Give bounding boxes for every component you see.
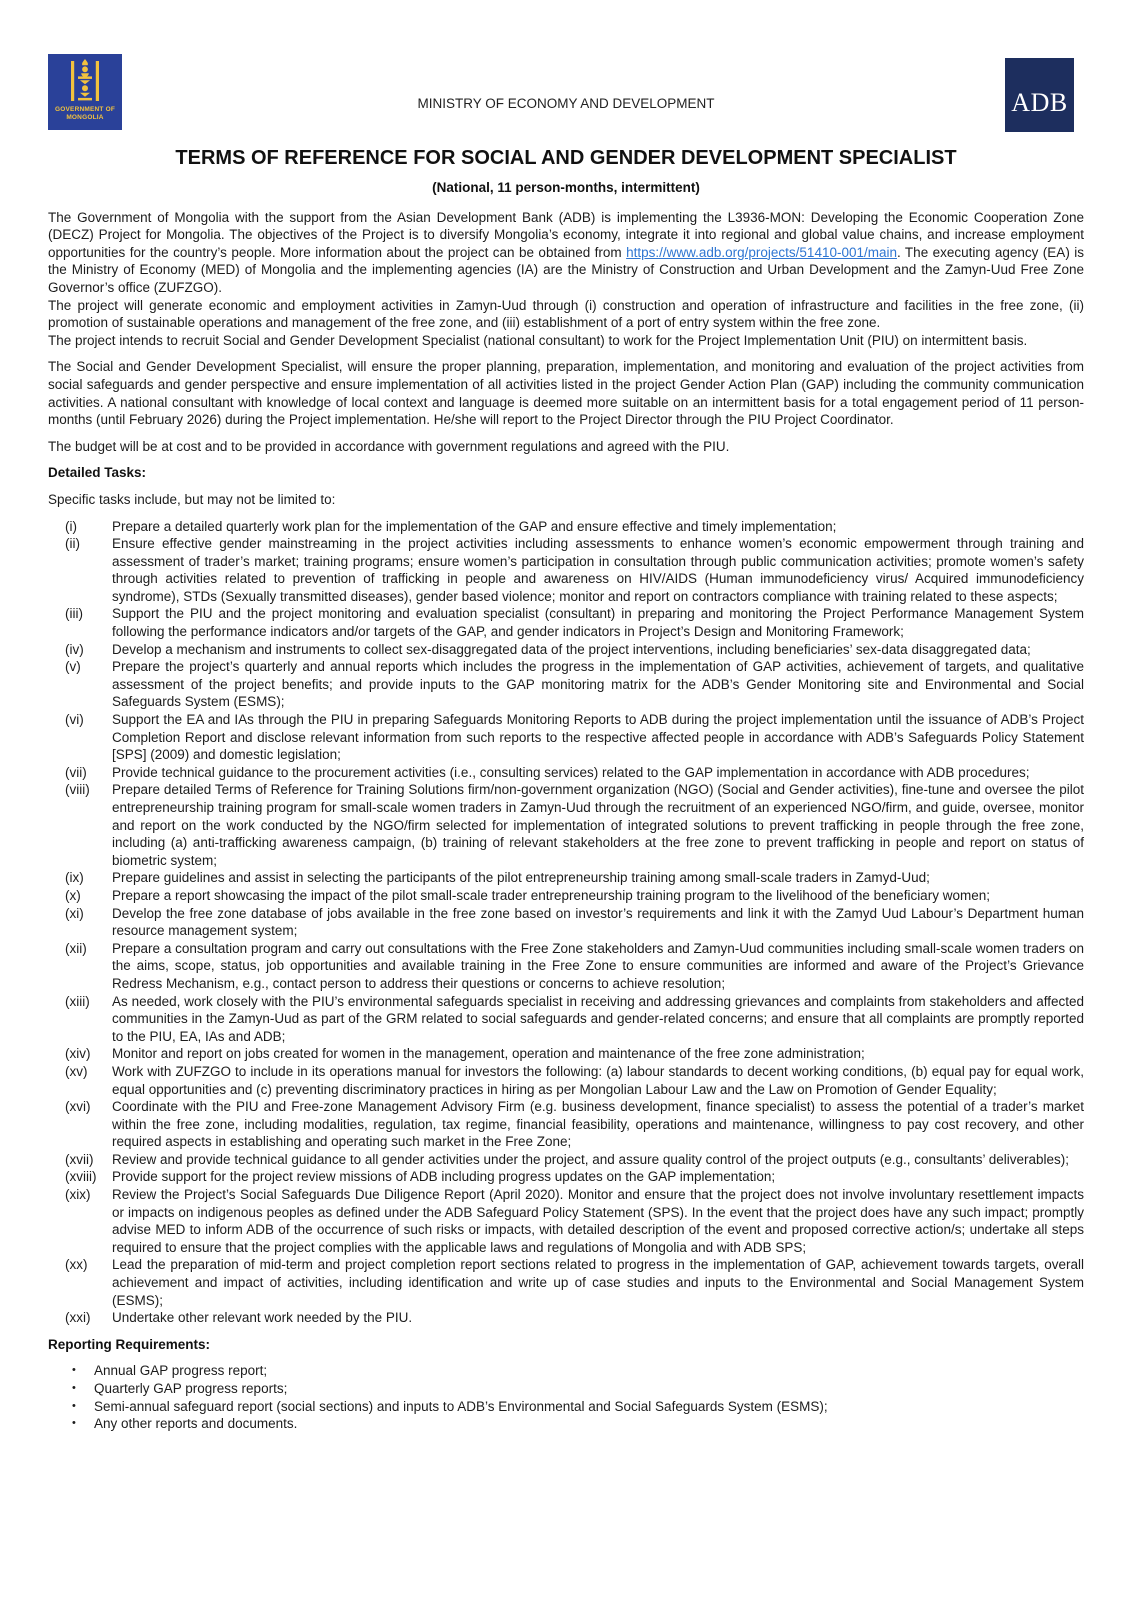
gov-logo-label: GOVERNMENT OF MONGOLIA	[54, 106, 116, 121]
task-item	[65, 1256, 1084, 1309]
task-text: Lead the preparation of mid-term and project completion report sections related to progress in the implementation of GAP, achievement towards targets, overall achievement and impact of activities, including identification and write up of case studies and inputs to the Environmental and Social Management System (ESMS);	[112, 1257, 1084, 1308]
soyombo-icon	[71, 59, 99, 103]
report-text: Annual GAP progress report;	[94, 1363, 268, 1379]
task-item	[65, 1063, 1084, 1098]
task-item	[65, 1151, 1084, 1169]
task-item	[65, 1045, 1084, 1063]
task-number: (xvii)	[65, 1151, 94, 1167]
task-text: Coordinate with the PIU and Free-zone Management Advisory Firm (e.g. business development, finance specialist) to assess the potential of a trader’s market within the free zone, including modalities, regulation, tax regime, financial feasibility, operations and maintenance, willingness to pay cost recovery, and other required aspects in establishing and operating such market in the Free Zone;	[112, 1099, 1084, 1150]
task-item	[65, 1186, 1084, 1256]
task-item	[65, 887, 1084, 905]
task-text: Support the PIU and the project monitoring and evaluation specialist (consultant) in preparing and monitoring the Project Performance Management System following the performance indicators and/or targets of the GAP, and gender indicators in Project’s Design and Monitoring Framework;	[112, 606, 1084, 640]
task-item	[65, 993, 1084, 1046]
task-number: (xiv)	[65, 1046, 91, 1062]
intro-paragraph-3: The project intends to recruit Social and Gender Development Specialist (national consultant) to work for the Project Implementation Unit (PIU) on intermittent basis.	[48, 332, 1028, 348]
report-item	[72, 1380, 1084, 1398]
bullet-icon: •	[72, 1399, 76, 1412]
intro-paragraph-1	[48, 209, 1084, 297]
task-item	[65, 1168, 1084, 1186]
report-text: Quarterly GAP progress reports;	[94, 1381, 288, 1396]
government-of-mongolia-logo	[48, 54, 122, 130]
task-text: Undertake other relevant work needed by the PIU.	[112, 1310, 413, 1326]
task-text: Prepare detailed Terms of Reference for Training Solutions firm/non-government organization (NGO) (Social and Gender activities), fine-tune and oversee the pilot entrepreneurship training program for small-scale women traders in Zamyn-Uud through the recruitment of an experienced NGO/firm, and guide, oversee, monitor and report on the work conducted by the NGO/firm selected for implementation of integrated solutions to prevent trafficking in people through the free zone, including (a) anti-trafficking awareness campaign, (b) training of relevant stakeholders at the free zone to prevent trafficking in people and report on status of biometric system;	[112, 782, 1084, 868]
task-item	[65, 940, 1084, 993]
task-text: Review the Project’s Social Safeguards Due Diligence Report (April 2020). Monitor and ensure that the project does not involve involuntary resettlement impacts or impacts on indigenous peoples as defined under the ADB Safeguard Policy Statement (SPS). In the event that the project does have any such impact; promptly advise MED to inform ADB of the occurrence of such risks or impacts, with detailed description of the event and proposed corrective action/s; undertake all steps required to ensure that the project complies with the applicable laws and regulations of Mongolia and with ADB SPS;	[112, 1187, 1084, 1255]
task-number: (xv)	[65, 1063, 88, 1079]
task-number: (xi)	[65, 905, 84, 921]
task-text: Prepare the project’s quarterly and annual reports which includes the progress in the implementation of GAP activities, achievement of targets, and qualitative assessment of the project benefits; and provide inputs to the GAP monitoring matrix for the ADB’s Gender Monitoring site and Environmental and Social Safeguards System (ESMS);	[112, 659, 1084, 710]
task-number: (i)	[65, 518, 77, 534]
task-number: (xix)	[65, 1187, 91, 1203]
task-number: (iv)	[65, 641, 84, 657]
ministry-header: MINISTRY OF ECONOMY AND DEVELOPMENT	[417, 96, 715, 111]
task-number: (xxi)	[65, 1310, 91, 1326]
task-text: Prepare a consultation program and carry out consultations with the Free Zone stakeholders and Zamyn-Uud communities including small-scale women traders on the aims, scope, status, job opportunities and available training in the Free Zone to ensure communities are informed and aware of the Project’s Grievance Redress Mechanism, e.g., contact person to address their questions or concerns to achieve resolution;	[112, 940, 1084, 991]
task-number: (xii)	[65, 940, 87, 956]
task-item	[65, 711, 1084, 764]
task-number: (xviii)	[65, 1169, 97, 1185]
document-body	[48, 209, 1084, 1433]
task-text: Support the EA and IAs through the PIU in preparing Safeguards Monitoring Reports to ADB during the project implementation until the issuance of ADB’s Project Completion Report and disclose relevant information from such reports to the respective affected people in accordance with ADB’s Safeguards Policy Statement [SPS] (2009) and domestic legislation;	[112, 712, 1084, 763]
reporting-requirements-heading: Reporting Requirements:	[48, 1336, 211, 1352]
report-item	[72, 1362, 1084, 1380]
task-number: (v)	[65, 659, 81, 675]
reporting-requirements-list	[72, 1362, 1084, 1432]
task-number: (xx)	[65, 1257, 88, 1273]
task-text: Develop the free zone database of jobs available in the free zone based on investor’s requirements and link it with the Zamyd Uud Labour’s Department human resource management system;	[112, 905, 1084, 939]
task-number: (x)	[65, 887, 81, 903]
document-title: TERMS OF REFERENCE FOR SOCIAL AND GENDER DEVELOPMENT SPECIALIST	[175, 147, 957, 169]
task-number: (viii)	[65, 782, 90, 798]
task-text: Provide support for the project review missions of ADB including progress updates on the GAP implementation;	[112, 1169, 776, 1185]
task-text: Work with ZUFZGO to include in its operations manual for investors the following: (a) labour standards to decent working conditions, (b) equal pay for equal work, equal opportunities and (c) preventing discriminatory practices in hiring as per Mongolian Labour Law and the Law on Promotion of Gender Equality;	[112, 1063, 1084, 1097]
report-text: Semi-annual safeguard report (social sections) and inputs to ADB’s Environmental and Social Safeguards System (ESMS);	[94, 1398, 828, 1414]
task-number: (ix)	[65, 870, 84, 886]
task-text: Prepare a report showcasing the impact of the pilot small-scale trader entrepreneurship training program to the livelihood of the beneficiary women;	[112, 887, 990, 903]
report-item	[72, 1415, 1084, 1433]
task-text: Prepare guidelines and assist in selecting the participants of the pilot entrepreneurship training among small-scale traders in Zamyd-Uud;	[112, 870, 930, 886]
task-item	[65, 1098, 1084, 1151]
detailed-tasks-list	[65, 518, 1084, 1327]
detailed-tasks-heading: Detailed Tasks:	[48, 465, 147, 481]
adb-logo	[1005, 58, 1074, 132]
task-item	[65, 518, 1084, 536]
task-item	[65, 764, 1084, 782]
task-item	[65, 781, 1084, 869]
task-item	[65, 1309, 1084, 1327]
task-item	[65, 905, 1084, 940]
task-item	[65, 641, 1084, 659]
bullet-icon: •	[72, 1417, 76, 1430]
task-text: Review and provide technical guidance to all gender activities under the project, and assure quality control of the project outputs (e.g., consultants’ deliverables);	[112, 1151, 1070, 1167]
project-url-link[interactable]: https://www.adb.org/projects/51410-001/main	[626, 244, 897, 260]
intro-paragraph-5: The budget will be at cost and to be provided in accordance with government regulations and agreed with the PIU.	[48, 438, 730, 454]
task-text: Ensure effective gender mainstreaming in the project activities including assessments to enhance women’s economic empowerment through training and assessment of trader’s market; training programs; ensure women’s participation in consultation through public communication activities; promote women’s safety through activities related to prevention of trafficking in people and awareness on HIV/AIDS (Human immunodeficiency virus/ Acquired immunodeficiency syndrome), STDs (Sexually transmitted diseases), gender based violence; monitor and report on contractors compliance with training related to these aspects;	[112, 536, 1084, 604]
task-item	[65, 658, 1084, 711]
adb-logo-label: ADB	[1011, 88, 1068, 118]
intro-paragraph-1-text: The Government of Mongolia with the support from the Asian Development Bank (ADB) is implementing the L3936-MON: Developing the Economic Cooperation Zone (DECZ) Project for Mongolia. The objectives of the Project is to diversify Mongolia’s economy, integrate it into regional and global value chains, and increase employment opportunities for the country’s people. More information about the project can be obtained from	[48, 209, 1084, 260]
document-header	[48, 48, 1084, 140]
task-number: (vii)	[65, 764, 87, 780]
intro-paragraph-4: The Social and Gender Development Specialist, will ensure the proper planning, preparation, implementation, and monitoring and evaluation of the project activities from social safeguards and gender perspective and ensure implementation of all activities listed in the project Gender Action Plan (GAP) including the community communication activities. A national consultant with knowledge of local context and language is deemed more suitable on an intermittent basis for a total engagement period of 11 person-months (until February 2026) during the Project implementation. He/she will report to the Project Director through the PIU Project Coordinator.	[48, 359, 1084, 428]
bullet-icon: •	[72, 1382, 76, 1394]
intro-paragraph-1-tail: . The executing agency (EA) is the Ministry of Economy (MED) of Mongolia and the implementing agencies (IA) are the Ministry of Construction and Urban Development and the Zamyn-Uud Free Zone Governor’s office (ZUFZGO).	[48, 244, 1084, 295]
task-number: (vi)	[65, 712, 84, 728]
task-text: Develop a mechanism and instruments to collect sex-disaggregated data of the project interventions, including beneficiaries’ sex-data disaggregated data;	[112, 641, 1031, 657]
task-number: (xvi)	[65, 1099, 91, 1115]
intro-paragraph-2: The project will generate economic and employment activities in Zamyn-Uud through (i) construction and operation of infrastructure and facilities in the free zone, (ii) promotion of sustainable operations and management of the free zone, and (iii) establishment of a port of entry system within the free zone.	[48, 297, 1084, 331]
task-text: Monitor and report on jobs created for women in the management, operation and maintenance of the free zone administration;	[112, 1046, 865, 1062]
task-item	[65, 605, 1084, 640]
task-text: Provide technical guidance to the procurement activities (i.e., consulting services) related to the GAP implementation in accordance with ADB procedures;	[112, 764, 1030, 780]
task-number: (xiii)	[65, 993, 90, 1009]
detailed-tasks-intro: Specific tasks include, but may not be limited to:	[48, 491, 336, 507]
task-item	[65, 869, 1084, 887]
task-number: (ii)	[65, 536, 80, 552]
task-text: As needed, work closely with the PIU’s environmental safeguards specialist in receiving and addressing grievances and complaints from stakeholders and affected communities in the Zamyn-Uud as part of the GRM related to social safeguards and gender-related concerns; and ensure that all complaints are promptly reported to the PIU, EA, IAs and ADB;	[112, 993, 1084, 1044]
document-subtitle: (National, 11 person-months, intermittent)	[432, 180, 700, 195]
report-text: Any other reports and documents.	[94, 1416, 298, 1432]
task-item	[65, 535, 1084, 605]
bullet-icon: •	[72, 1364, 76, 1377]
task-text: Prepare a detailed quarterly work plan for the implementation of the GAP and ensure effective and timely implementation;	[112, 518, 837, 534]
report-item	[72, 1398, 1084, 1416]
task-number: (iii)	[65, 606, 83, 622]
